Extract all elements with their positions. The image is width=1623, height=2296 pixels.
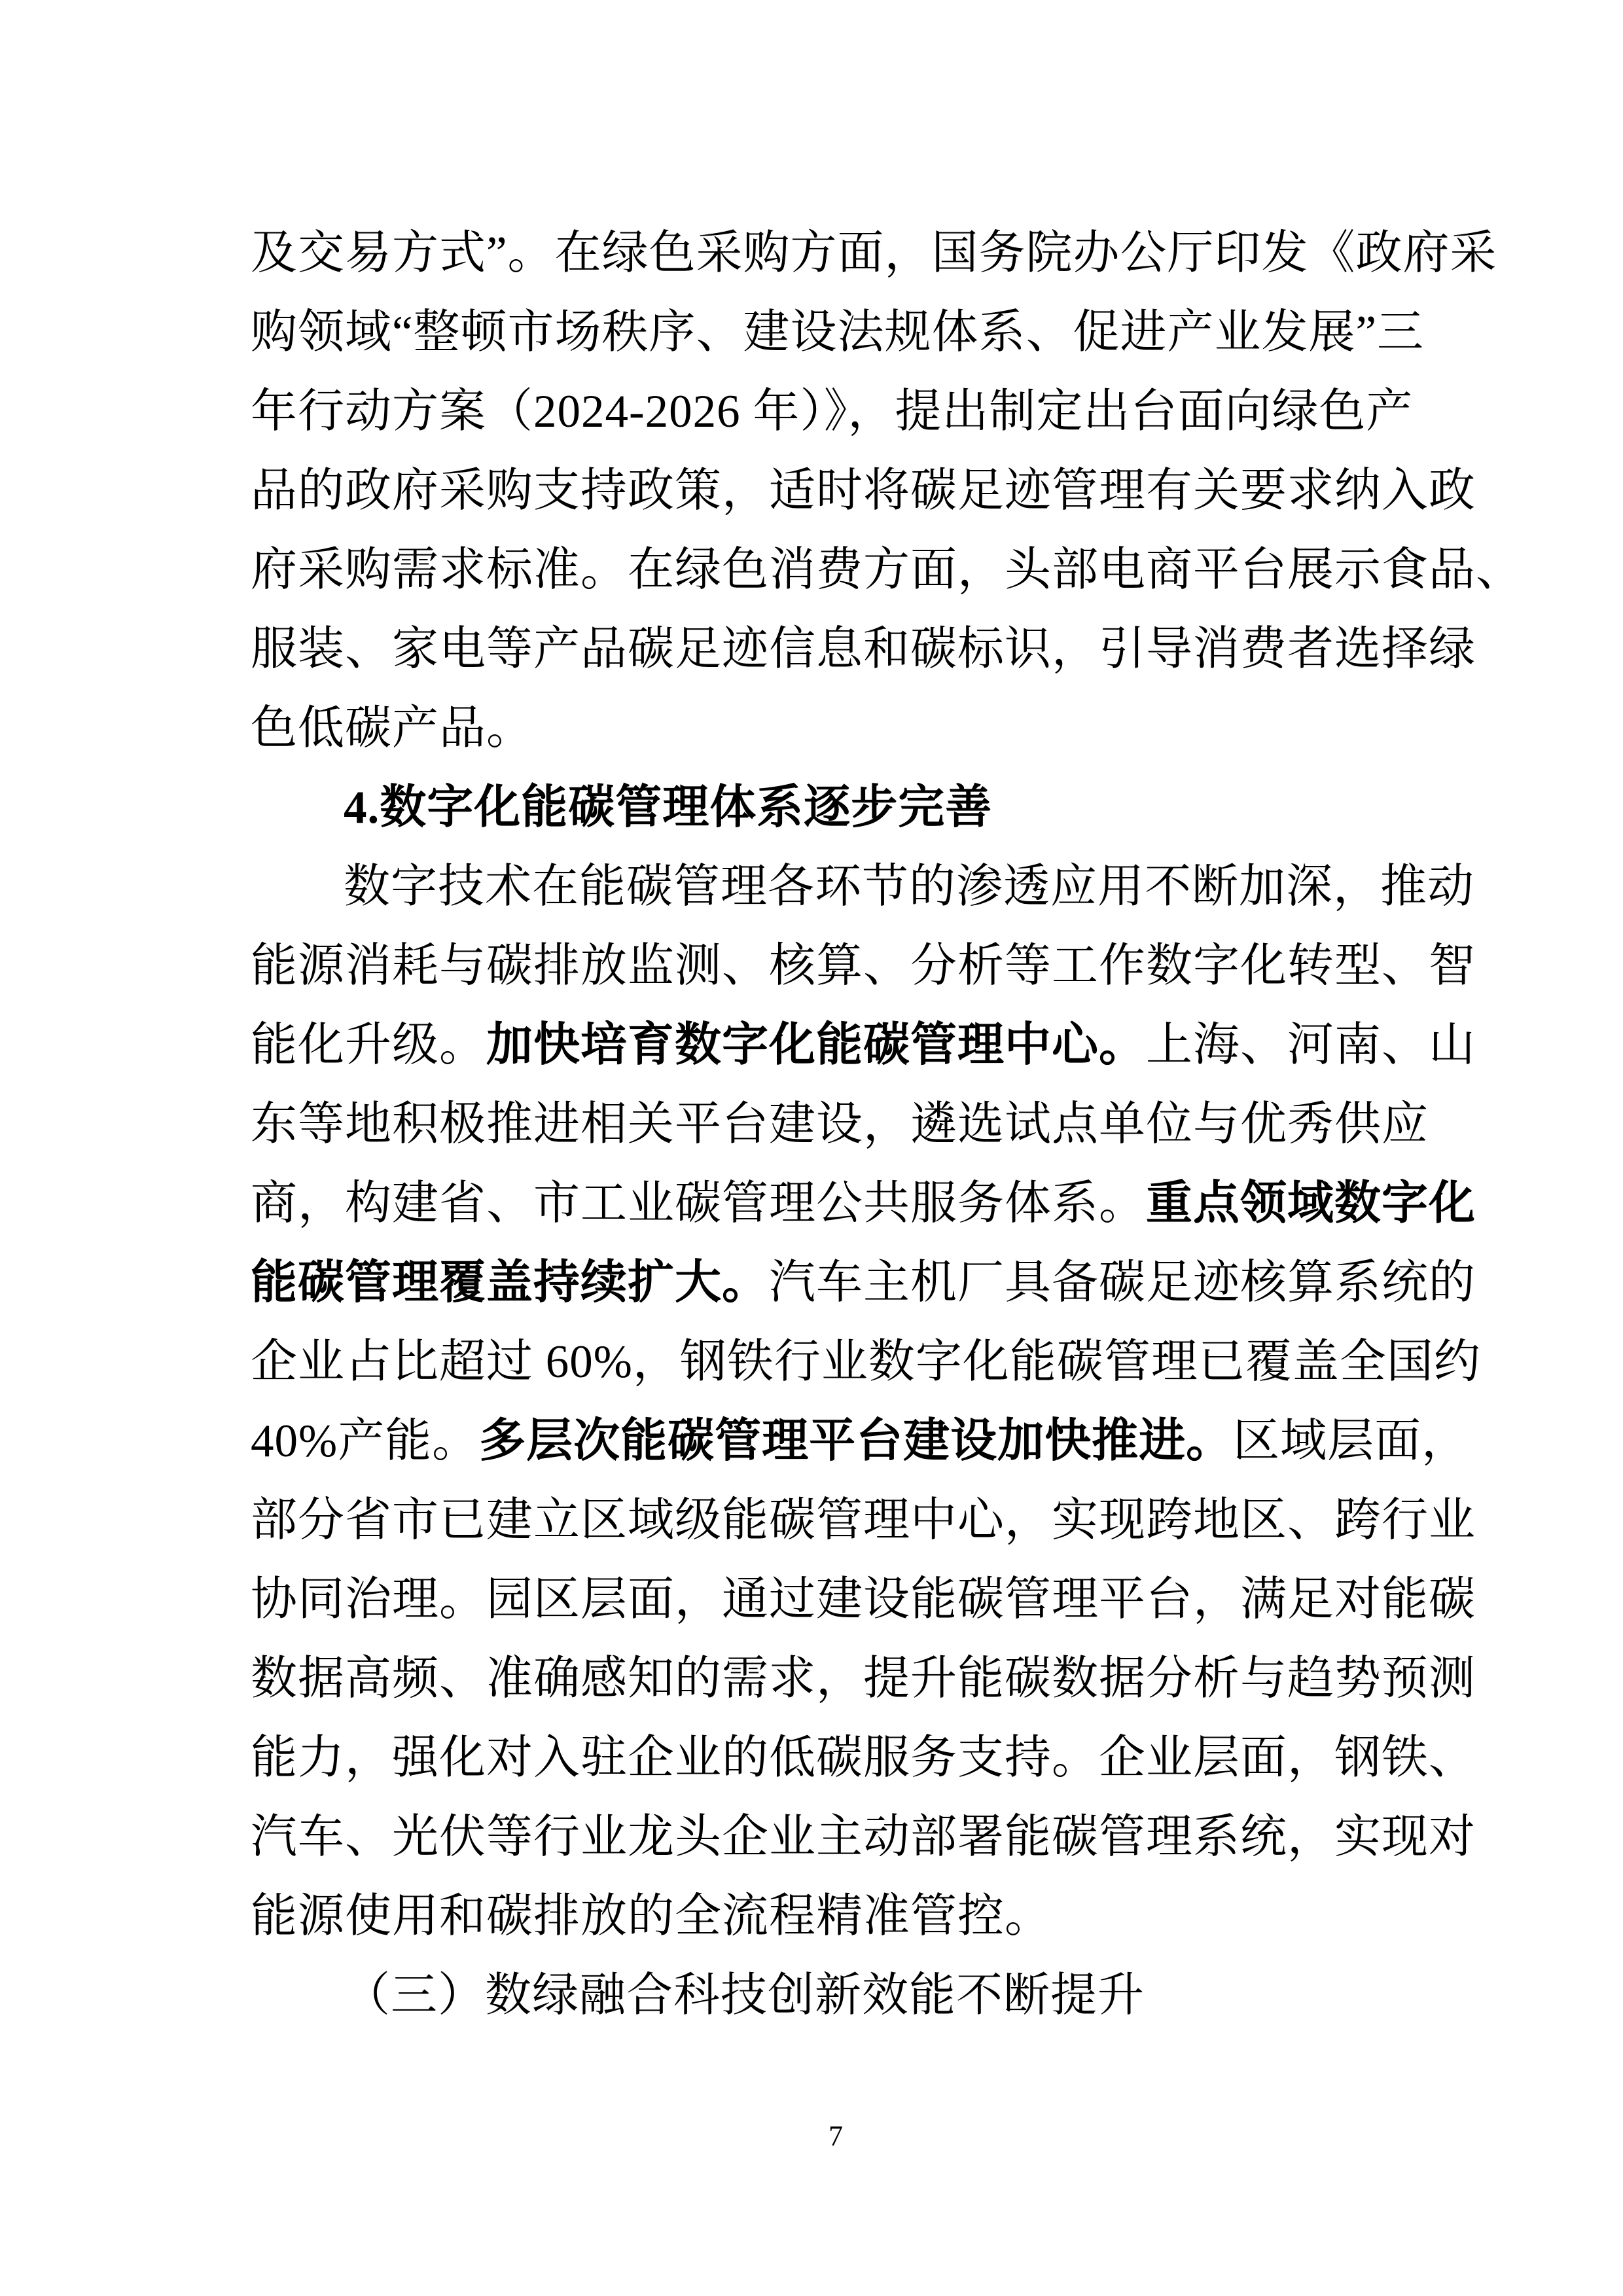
text-line — [251, 1491, 1476, 1570]
text-segment: 东等地积极推进相关平台建设，遴选试点单位与优秀供应 — [251, 1099, 1429, 1150]
text-line — [251, 1253, 1476, 1333]
text-segment: 府采购需求标准。在绿色消费方面，头部电商平台展示食品、 — [251, 545, 1524, 596]
text-segment: 上海、河南、山 — [1146, 1020, 1476, 1071]
text-line — [251, 1808, 1476, 1887]
text-line — [251, 778, 1378, 857]
text-segment: 数字技术在能碳管理各环节的渗透应用不断加深，推动 — [344, 861, 1475, 912]
text-segment: 购领域“整顿市场秩序、建设法规体系、促进产业发展”三 — [251, 307, 1425, 358]
text-segment: 协同治理。园区层面，通过建设能碳管理平台，满足对能碳 — [251, 1574, 1476, 1625]
text-segment: 能源使用和碳排放的全流程精准管控。 — [251, 1891, 1052, 1942]
text-line — [251, 1095, 1429, 1174]
text-segment: 能源消耗与碳排放监测、核算、分析等工作数字化转型、智 — [251, 941, 1476, 992]
bold-text-segment: 多层次能碳管理平台建设加快推进。 — [479, 1416, 1234, 1467]
text-line — [251, 1570, 1476, 1649]
text-line — [251, 937, 1476, 1016]
text-segment: （三）数绿融合科技创新效能不断提升 — [344, 1970, 1145, 2021]
text-segment: 部分省市已建立区域级能碳管理中心，实现跨地区、跨行业 — [251, 1495, 1476, 1546]
text-line — [251, 303, 1425, 382]
text-line — [251, 1887, 1378, 1966]
text-line — [251, 857, 1475, 937]
text-line — [251, 1966, 1378, 2045]
text-line — [251, 1016, 1476, 1095]
text-segment: 汽车、光伏等行业龙头企业主动部署能碳管理系统，实现对 — [251, 1812, 1476, 1863]
text-line — [251, 699, 1378, 778]
text-segment: 数据高频、准确感知的需求，提升能碳数据分析与趋势预测 — [251, 1653, 1476, 1704]
text-segment: 商，构建省、市工业碳管理公共服务体系。 — [251, 1178, 1147, 1229]
text-segment: 品的政府采购支持政策，适时将碳足迹管理有关要求纳入政 — [251, 465, 1476, 516]
page-number: 7 — [829, 2120, 843, 2152]
text-segment: 汽车主机厂具备碳足迹核算系统的 — [769, 1257, 1476, 1308]
text-line — [251, 224, 1497, 303]
text-line — [251, 1649, 1476, 1729]
text-segment: 企业占比超过 60%，钢铁行业数字化能碳管理已覆盖全国约 — [251, 1336, 1481, 1388]
text-line — [251, 382, 1414, 461]
text-line — [251, 541, 1524, 620]
text-segment: 色低碳产品。 — [251, 703, 534, 754]
text-segment: 及交易方式”。在绿色采购方面，国务院办公厅印发《政府采 — [251, 228, 1497, 279]
text-line — [251, 1412, 1469, 1491]
bold-text-segment: 能碳管理覆盖持续扩大。 — [251, 1257, 770, 1308]
text-segment: 年行动方案（2024-2026 年）》，提出制定出台面向绿色产 — [251, 386, 1414, 437]
text-line — [251, 620, 1476, 699]
bold-text-segment: 重点领域数字化 — [1146, 1178, 1476, 1229]
text-line — [251, 1333, 1481, 1412]
text-line — [251, 1729, 1476, 1808]
text-line — [251, 461, 1476, 541]
text-segment: 能力，强化对入驻企业的低碳服务支持。企业层面，钢铁、 — [251, 1732, 1476, 1784]
text-line — [251, 1174, 1476, 1253]
text-segment: 能化升级。 — [251, 1020, 487, 1071]
text-segment: 区域层面， — [1233, 1416, 1469, 1467]
bold-text-segment: 加快培育数字化能碳管理中心。 — [486, 1020, 1147, 1071]
text-segment: 40%产能。 — [251, 1416, 480, 1467]
text-block — [251, 224, 1524, 2045]
text-segment: 服装、家电等产品碳足迹信息和碳标识，引导消费者选择绿 — [251, 624, 1476, 675]
bold-text-segment: 4.数字化能碳管理体系逐步完善 — [344, 782, 993, 833]
